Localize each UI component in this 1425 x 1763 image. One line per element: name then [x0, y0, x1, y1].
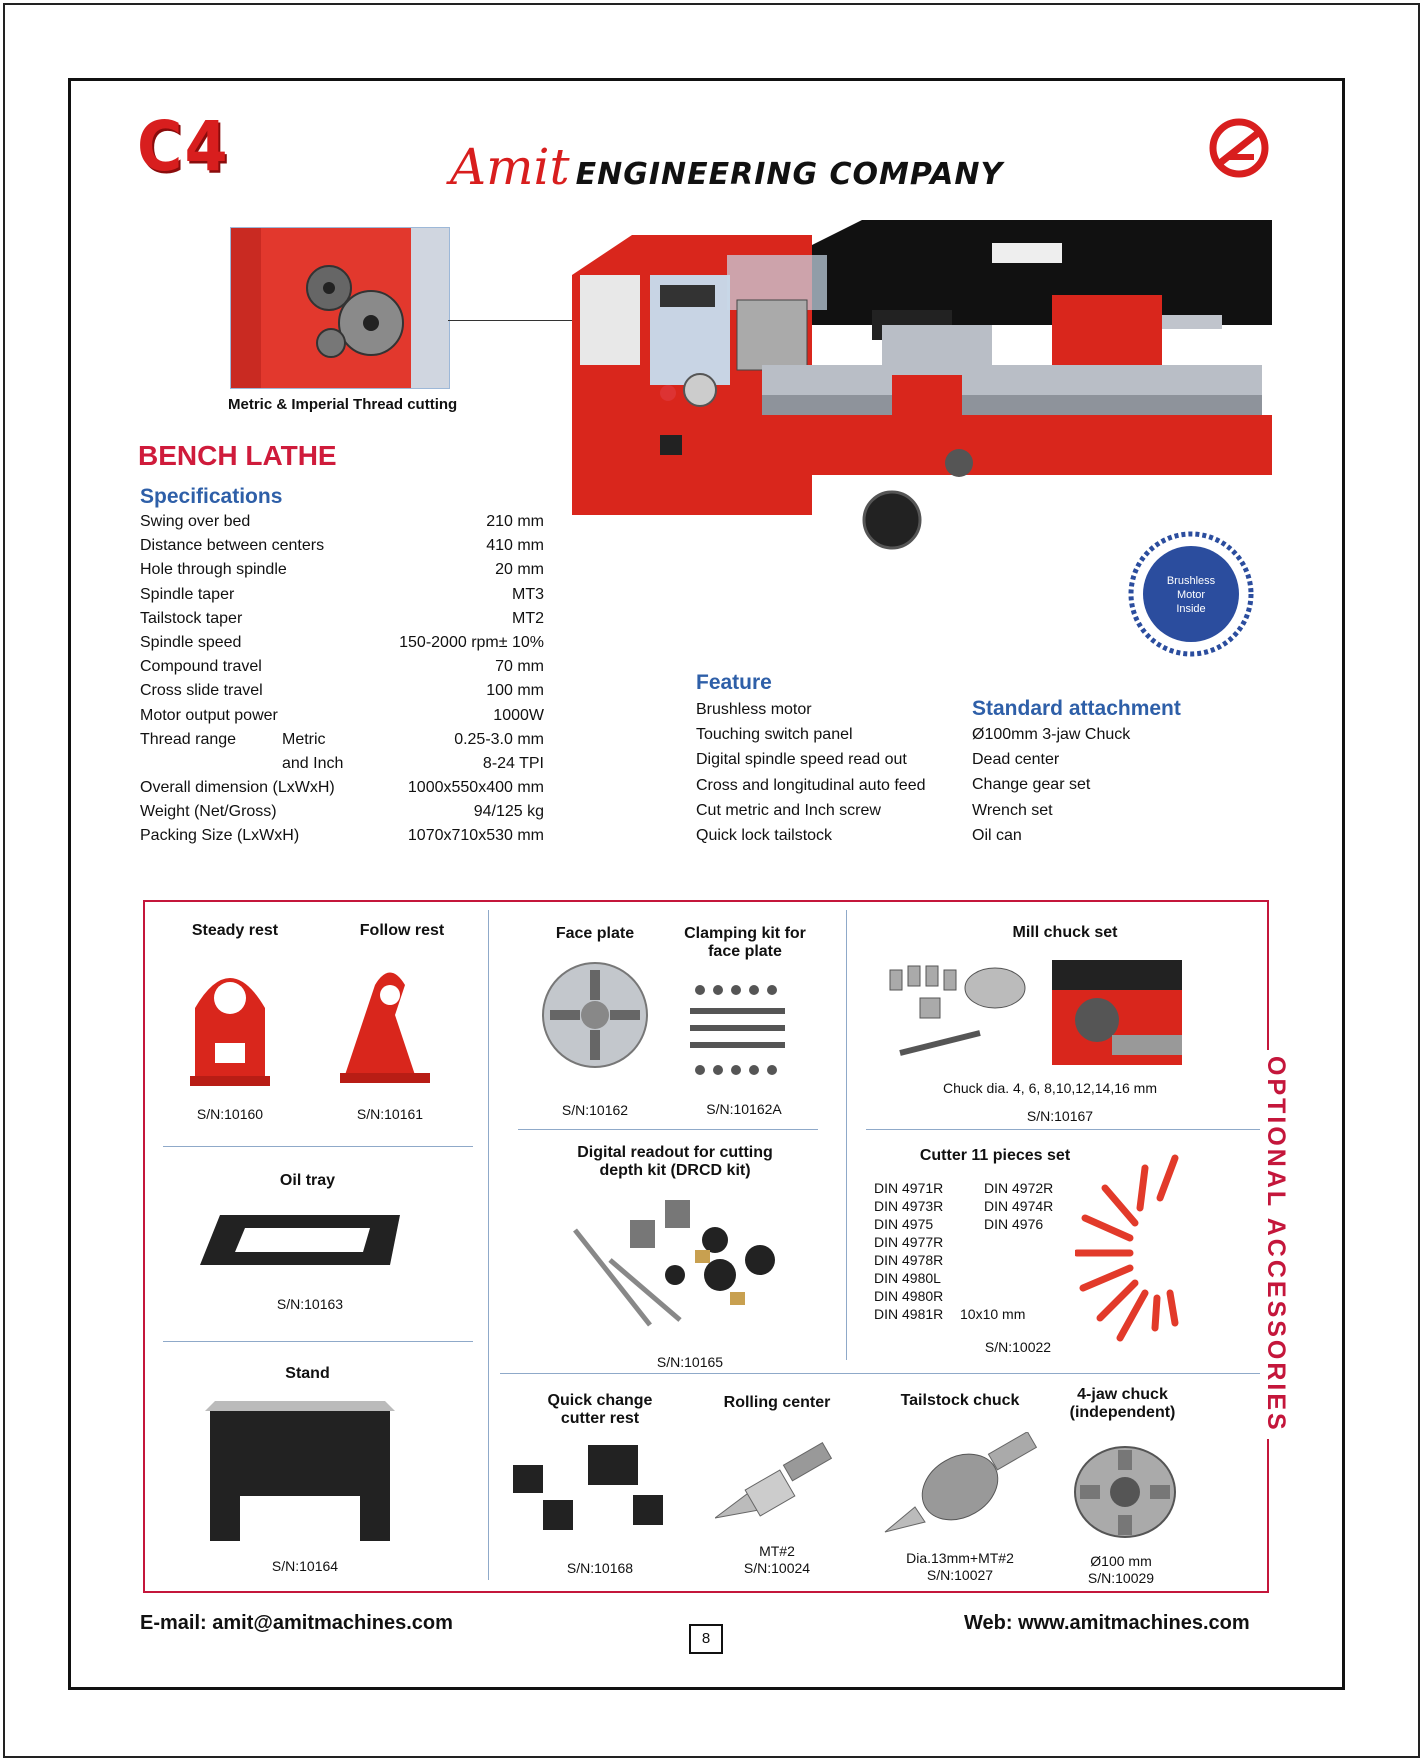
list-item: DIN 4980L [874, 1270, 941, 1286]
clamping-kit-image [690, 980, 790, 1080]
brand-script: Amit [450, 138, 570, 196]
product-title: BENCH LATHE [138, 440, 337, 471]
divider [518, 1129, 818, 1130]
spec-label: Packing Size (LxWxH) [140, 827, 300, 845]
spec-row [140, 607, 544, 631]
mill-chuck-label: Mill chuck set [1012, 924, 1118, 941]
quick-change-label [530, 1392, 670, 1428]
spec-row [140, 510, 544, 534]
drcd-kit-label [560, 1144, 790, 1180]
four-jaw-chuck-image [1070, 1440, 1180, 1540]
spec-value: 150-2000 rpm± 10% [399, 633, 544, 651]
thread-cutting-caption: Metric & Imperial Thread cutting [228, 396, 458, 413]
spec-label: Distance between centers [140, 537, 325, 555]
spec-row [140, 631, 544, 655]
spec-value: MT2 [512, 609, 544, 627]
mill-chuck-image [880, 958, 1030, 1068]
spec-value: 0.25-3.0 mm [454, 730, 544, 748]
divider [846, 910, 847, 1360]
specifications-table [140, 510, 544, 849]
spec-row [140, 776, 544, 800]
spec-value: 70 mm [495, 658, 544, 676]
list-item: Wrench set [972, 801, 1053, 819]
spec-value: 1000x550x400 mm [407, 779, 544, 797]
rolling-center-sn: S/N:10024 [743, 1560, 811, 1576]
four-jaw-chuck-label-line-1: 4-jaw chuck [1077, 1386, 1168, 1403]
oil-tray-sn: S/N:10163 [276, 1296, 344, 1312]
model-code: C4 [137, 106, 230, 187]
standard-attachment-list [972, 722, 1130, 848]
spec-row [140, 800, 544, 824]
rolling-center-image [715, 1438, 835, 1528]
quick-change-sn: S/N:10168 [566, 1560, 634, 1576]
spec-value: 94/125 kg [473, 803, 544, 821]
spec-value: 1070x710x530 mm [407, 827, 544, 845]
four-jaw-chuck-label-line-2: (independent) [1069, 1404, 1176, 1421]
spec-label: Swing over bed [140, 513, 251, 530]
tailstock-chuck-sn: S/N:10027 [926, 1567, 994, 1583]
spec-value: 1000W [493, 706, 544, 724]
follow-rest-sn: S/N:10161 [356, 1106, 424, 1122]
four-jaw-chuck-spec: Ø100 mm [1090, 1553, 1152, 1569]
list-item: Change gear set [972, 776, 1091, 794]
drcd-kit-label-line-1: Digital readout for cutting [577, 1144, 773, 1161]
list-item: DIN 4971R [874, 1180, 944, 1196]
spec-sublabel: Metric [282, 730, 326, 748]
spec-value: 210 mm [486, 513, 544, 530]
cutter-set-label: Cutter 11 pieces set [919, 1147, 1071, 1164]
spec-label: Spindle taper [140, 585, 235, 603]
spec-row [140, 534, 544, 558]
quick-change-label-line-2: cutter rest [560, 1410, 640, 1427]
company-logo-icon [1208, 117, 1270, 179]
list-item: DIN 4980R [874, 1288, 944, 1304]
clamping-kit-sn: S/N:10162A [706, 1101, 782, 1117]
spec-label: Thread range [140, 730, 237, 748]
spec-value: 8-24 TPI [482, 754, 544, 772]
divider [866, 1129, 1260, 1130]
footer-web: Web: www.amitmachines.com [964, 1612, 1250, 1634]
spec-value: MT3 [512, 585, 544, 603]
spec-row [140, 655, 544, 679]
steady-rest-sn: S/N:10160 [196, 1106, 264, 1122]
spec-label: Overall dimension (LxWxH) [140, 779, 335, 797]
oil-tray-label: Oil tray [279, 1172, 336, 1189]
brand-text: ENGINEERING COMPANY [575, 157, 1004, 192]
spec-row [140, 824, 544, 848]
steady-rest-label: Steady rest [191, 922, 279, 939]
mill-chuck-sn: S/N:10167 [1026, 1108, 1094, 1124]
spec-label: Compound travel [140, 658, 262, 676]
follow-rest-label: Follow rest [359, 922, 445, 939]
list-item: Cross and longitudinal auto feed [696, 776, 926, 794]
list-item: Dead center [972, 751, 1060, 769]
spec-label: Hole through spindle [140, 561, 287, 579]
spec-label: Cross slide travel [140, 682, 263, 700]
spec-value: 410 mm [486, 537, 544, 555]
rolling-center-label: Rolling center [723, 1394, 831, 1411]
list-item: DIN 4974R [984, 1198, 1054, 1214]
divider [500, 1373, 1260, 1374]
spec-row [140, 704, 544, 728]
cutter-set-image [1075, 1148, 1190, 1348]
tailstock-chuck-label: Tailstock chuck [900, 1392, 1020, 1409]
cutter-list-col2 [984, 1179, 1053, 1233]
spec-row [140, 583, 544, 607]
spec-value: 20 mm [495, 561, 544, 579]
list-item: Digital spindle speed read out [696, 751, 907, 769]
oil-tray-image [200, 1210, 410, 1270]
list-item: DIN 4973R [874, 1198, 944, 1214]
specifications-heading: Specifications [140, 485, 283, 508]
footer-email: E-mail: amit@amitmachines.com [140, 1612, 453, 1634]
divider [163, 1341, 473, 1342]
face-plate-label: Face plate [555, 925, 635, 942]
badge-line-2: Motor [1176, 589, 1206, 601]
spec-row [140, 679, 544, 703]
quick-change-label-line-1: Quick change [547, 1392, 653, 1409]
follow-rest-image [335, 955, 435, 1085]
mill-chuck-photo [1052, 960, 1182, 1065]
rolling-center-spec: MT#2 [759, 1543, 795, 1559]
spec-sublabel: and Inch [282, 754, 344, 772]
list-item: Brushless motor [696, 701, 812, 718]
drcd-kit-label-line-2: depth kit (DRCD kit) [599, 1162, 751, 1179]
spec-label: Tailstock taper [140, 609, 243, 627]
spec-label: Motor output power [140, 706, 278, 724]
list-item: Ø100mm 3-jaw Chuck [972, 726, 1131, 743]
stand-sn: S/N:10164 [271, 1558, 339, 1574]
standard-attachment-heading: Standard attachment [972, 697, 1181, 720]
callout-line [448, 320, 578, 321]
list-item: DIN 4972R [984, 1180, 1054, 1196]
spec-label: Weight (Net/Gross) [140, 803, 277, 821]
brushless-motor-badge [1127, 530, 1255, 658]
quick-change-image [508, 1440, 678, 1540]
four-jaw-chuck-label [1050, 1386, 1195, 1422]
feature-list [696, 697, 926, 848]
mill-chuck-note: Chuck dia. 4, 6, 8,10,12,14,16 mm [942, 1080, 1157, 1096]
list-item: DIN 4976 [984, 1216, 1044, 1232]
list-item: DIN 4978R [874, 1252, 944, 1268]
face-plate-sn: S/N:10162 [561, 1102, 629, 1118]
drcd-kit-image [570, 1190, 800, 1330]
spec-row [140, 752, 544, 776]
spec-row [140, 558, 544, 582]
tailstock-chuck-spec: Dia.13mm+MT#2 [906, 1550, 1014, 1566]
list-item: DIN 4981R [874, 1306, 944, 1322]
four-jaw-chuck-sn: S/N:10029 [1087, 1570, 1155, 1586]
thread-cutting-photo [230, 227, 450, 389]
cutter-size: 10x10 mm [960, 1306, 1026, 1322]
tailstock-chuck-image [880, 1432, 1040, 1542]
face-plate-image [540, 960, 650, 1070]
badge-line-1: Brushless [1166, 575, 1216, 587]
spec-row [140, 728, 544, 752]
page-number: 8 [689, 1624, 723, 1654]
clamping-kit-label [670, 925, 820, 961]
company-brand [450, 138, 1003, 196]
list-item: Oil can [972, 826, 1022, 844]
divider [488, 910, 489, 1580]
feature-heading: Feature [696, 671, 772, 694]
badge-line-3: Inside [1176, 603, 1206, 615]
cutter-set-sn: S/N:10022 [984, 1339, 1052, 1355]
spec-value: 100 mm [486, 682, 544, 700]
optional-accessories-title: OPTIONAL ACCESSORIES [1240, 1050, 1290, 1439]
divider [163, 1146, 473, 1147]
spec-label: Spindle speed [140, 633, 242, 651]
clamping-kit-label-line-1: Clamping kit for [684, 925, 806, 942]
list-item: Touching switch panel [696, 726, 853, 744]
steady-rest-image [185, 948, 275, 1088]
stand-image [200, 1396, 400, 1546]
clamping-kit-label-line-2: face plate [708, 943, 782, 960]
drcd-kit-sn: S/N:10165 [656, 1354, 724, 1370]
list-item: Quick lock tailstock [696, 827, 833, 845]
stand-label: Stand [285, 1365, 330, 1382]
list-item: DIN 4977R [874, 1234, 944, 1250]
cutter-list-col1 [874, 1179, 943, 1323]
list-item: DIN 4975 [874, 1216, 934, 1232]
list-item: Cut metric and Inch screw [696, 801, 881, 819]
